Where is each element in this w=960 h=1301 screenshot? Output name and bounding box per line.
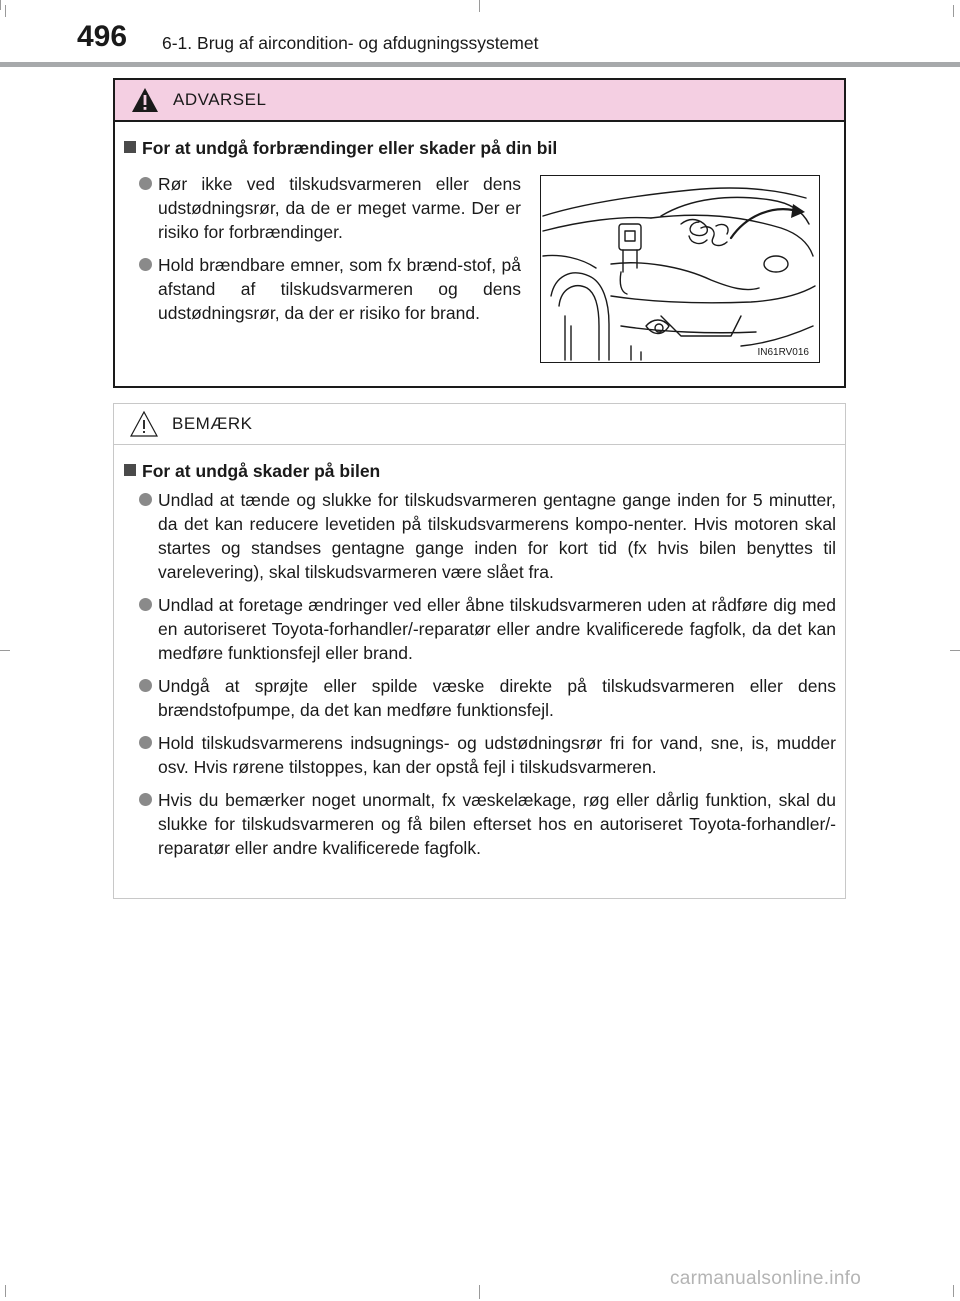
list-item [131,674,836,722]
list-item-text: Rør ikke ved tilskudsvarmeren eller dens udstødningsrør, da de er meget varme. Der er risiko for forbrændinger. [158,174,521,242]
notice-header [114,404,845,445]
section-title: 6-1. Brug af aircondition- og afdugningssystemet [162,33,539,53]
warning-triangle-icon [131,86,159,114]
bullet-dot-icon [139,177,152,190]
crop-mark [953,5,954,17]
crop-mark [950,650,960,651]
crop-mark [5,1285,6,1297]
list-item [131,253,521,325]
list-item-text: Undgå at sprøjte eller spilde væske direkte på tilskudsvarmeren eller dens brændstofpumpe, da det kan medføre funktionsfejl. [158,676,836,720]
bullet-dot-icon [139,679,152,692]
notice-triangle-icon [130,410,158,438]
crop-mark [953,1285,954,1297]
heater-illustration [540,175,820,363]
list-item [131,788,836,860]
crop-mark [479,0,480,12]
warning-heading [124,138,557,159]
list-item-text: Hold tilskudsvarmerens indsugnings- og udstødningsrør fri for vand, sne, is, mudder osv. Hvis rørene tilstoppes, kan der opstå fejl i tilskudsvarmeren. [158,733,836,777]
warning-heading-text: For at undgå forbrændinger eller skader på din bil [142,138,558,158]
notice-label: BEMÆRK [172,414,253,433]
list-item-text: Hvis du bemærker noget unormalt, fx væskelækage, røg eller dårlig funktion, skal du slukke for tilskudsvarmeren og få bilen efterset hos en autoriseret Toyota-forhandler/-reparatør eller andre kvalificerede fagfolk. [158,790,836,858]
list-item [131,593,836,665]
bullet-dot-icon [139,736,152,749]
list-item-text: Hold brændbare emner, som fx brænd-stof, på afstand af tilskudsvarmeren og dens udstødningsrør, da der er risiko for brand. [158,255,521,323]
bullet-dot-icon [139,258,152,271]
list-item-text: Undlad at foretage ændringer ved eller åbne tilskudsvarmeren uden at rådføre dig med en autoriseret Toyota-forhandler/-reparatør eller andre kvalificerede fagfolk, da det kan medføre funktionsfejl eller brand. [158,595,836,663]
list-item [131,172,521,244]
list-item-text: Undlad at tænde og slukke for tilskudsvarmeren gentagne gange inden for 5 minutter, da det kan reducere levetiden på tilskudsvarmerens kompo-nenter. Hvis motoren skal startes og standses gentagne gange inden for kort tid (fx hvis bilen benyttes til varelevering), skal tilskudsvarmeren være slået fra. [158,490,836,582]
square-bullet-icon [124,141,136,153]
car-front-drawing [541,176,818,361]
crop-mark [5,5,6,17]
notice-list [131,488,836,869]
warning-list [131,172,521,334]
crop-mark [479,1285,480,1299]
crop-mark [0,650,10,651]
crop-mark [0,0,1,10]
list-item [131,488,836,584]
list-item [131,731,836,779]
bullet-dot-icon [139,493,152,506]
warning-header [115,80,844,122]
watermark: carmanualsonline.info [670,1268,862,1289]
notice-heading [124,461,380,482]
warning-label: ADVARSEL [173,90,267,109]
figure-code: IN61RV016 [757,347,809,358]
square-bullet-icon [124,464,136,476]
notice-heading-text: For at undgå skader på bilen [142,461,381,481]
bullet-dot-icon [139,793,152,806]
page-number: 496 [77,20,128,53]
header-rule [0,62,960,67]
bullet-dot-icon [139,598,152,611]
